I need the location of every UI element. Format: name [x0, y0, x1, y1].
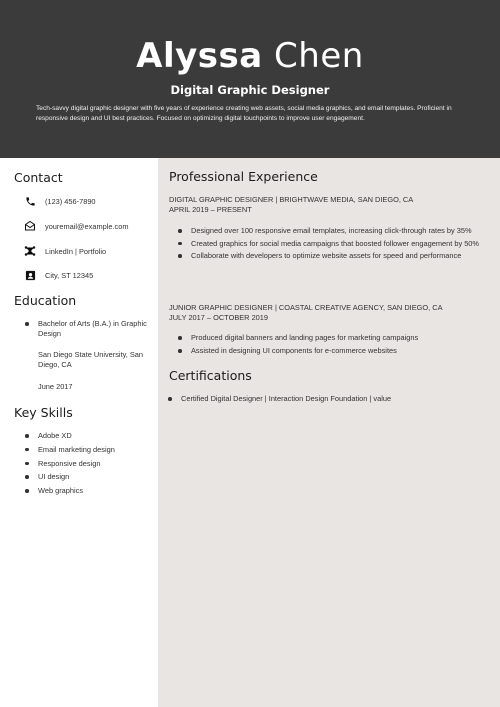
skill-item: Adobe XD	[24, 431, 149, 441]
job-bullet: Assisted in designing UI components for e-commerce websites	[177, 346, 487, 356]
certification-item: Certified Digital Designer | Interaction Design Foundation | value	[167, 394, 487, 404]
certifications-list	[167, 394, 487, 404]
summary-text: Tech-savvy digital graphic designer with five years of experience creating web assets, social media graphics, and email templates. Proficient in responsive design and UI best practices. Focused on optimizing digital touchpoints to improve user engagement.	[36, 105, 452, 122]
profile-links[interactable]: LinkedIn | Portfolio	[45, 246, 107, 256]
skill-item: Responsive design	[24, 459, 149, 469]
id-card-icon	[24, 269, 36, 281]
job-title-line: DIGITAL GRAPHIC DESIGNER | BRIGHTWAVE MEDIA, SAN DIEGO, CA	[169, 195, 414, 204]
skills-list	[24, 431, 149, 496]
candidate-name	[0, 36, 500, 76]
contact-phone	[24, 195, 96, 207]
job-dates: APRIL 2019 – PRESENT	[169, 205, 252, 214]
contact-heading: Contact	[14, 170, 63, 185]
certifications-heading: Certifications	[169, 368, 252, 383]
last-name: Chen	[274, 36, 364, 76]
job-title-line: JUNIOR GRAPHIC DESIGNER | COASTAL CREATIVE AGENCY, SAN DIEGO, CA	[169, 303, 443, 312]
location-text: City, ST 12345	[45, 270, 94, 280]
skill-item: Email marketing design	[24, 445, 149, 455]
contact-links	[24, 245, 106, 257]
job-title: Digital Graphic Designer	[170, 83, 330, 97]
phone-icon	[24, 195, 36, 207]
education-heading: Education	[14, 293, 77, 308]
job-dates: JULY 2017 – OCTOBER 2019	[169, 313, 269, 322]
resume-header	[0, 0, 500, 158]
skills-heading: Key Skills	[14, 405, 73, 420]
network-icon	[24, 245, 36, 257]
contact-email	[24, 220, 129, 232]
skill-item: Web graphics	[24, 486, 149, 496]
job-bullets	[177, 333, 487, 356]
phone-text: (123) 456-7890	[45, 196, 96, 206]
job-bullet: Collaborate with developers to optimize website assets for speed and performance	[177, 251, 487, 261]
degree-text: Bachelor of Arts (B.A.) in Graphic Design	[24, 319, 149, 338]
first-name: Alyssa	[136, 36, 263, 76]
job-bullet: Designed over 100 responsive email templates, increasing click-through rates by 35%	[177, 226, 487, 236]
email-icon	[24, 220, 36, 232]
experience-heading: Professional Experience	[169, 169, 318, 184]
contact-location	[24, 269, 93, 281]
education-date: June 2017	[38, 382, 73, 391]
job-bullet: Created graphics for social media campaigns that boosted follower engagement by 50%	[177, 239, 487, 249]
education-list	[24, 319, 149, 338]
school-text: San Diego State University, San Diego, CA	[38, 350, 144, 369]
skill-item: UI design	[24, 472, 149, 482]
email-link[interactable]: youremail@example.com	[45, 221, 129, 231]
job-bullet: Produced digital banners and landing pages for marketing campaigns	[177, 333, 487, 343]
job-bullets	[177, 226, 487, 261]
